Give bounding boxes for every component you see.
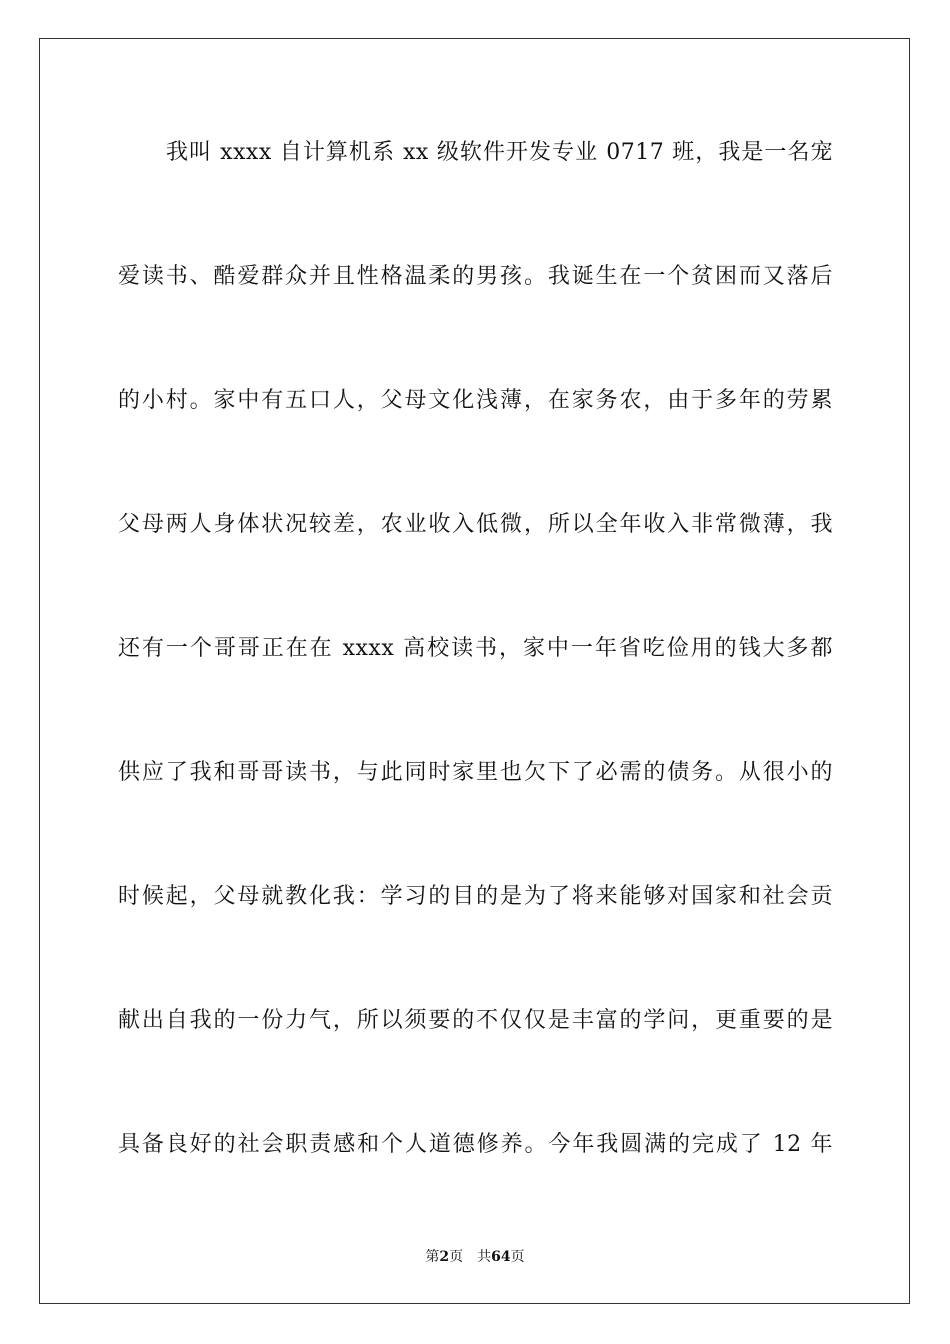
page-number: 2	[439, 1249, 450, 1265]
paragraph-line-6: 供应了我和哥哥读书，与此同时家里也欠下了必需的债务。从很小的	[118, 760, 833, 785]
total-suffix: 页	[510, 1249, 525, 1265]
page-border	[39, 38, 910, 1304]
paragraph-line-4: 父母两人身体状况较差，农业收入低微，所以全年收入非常微薄，我	[118, 512, 833, 537]
total-pages: 64	[491, 1249, 511, 1265]
paragraph-line-5: 还有一个哥哥正在在 xxxx 高校读书，家中一年省吃俭用的钱大多都	[118, 636, 833, 661]
page-suffix: 页	[449, 1249, 464, 1265]
paragraph-line-3: 的小村。家中有五口人，父母文化浅薄，在家务农，由于多年的劳累	[118, 388, 833, 413]
total-prefix: 共	[477, 1249, 492, 1265]
paragraph-line-7: 时候起，父母就教化我：学习的目的是为了将来能够对国家和社会贡	[118, 884, 833, 909]
paragraph-line-9: 具备良好的社会职责感和个人道德修养。今年我圆满的完成了 12 年	[118, 1132, 833, 1157]
paragraph-line-2: 爱读书、酷爱群众并且性格温柔的男孩。我诞生在一个贫困而又落后	[118, 264, 833, 289]
paragraph-line-1: 我叫 xxxx 自计算机系 xx 级软件开发专业 0717 班，我是一名宠	[166, 140, 833, 165]
paragraph-line-8: 献出自我的一份力气，所以须要的不仅仅是丰富的学问，更重要的是	[118, 1008, 833, 1033]
page-prefix: 第	[425, 1249, 440, 1265]
page-footer	[0, 1248, 950, 1266]
